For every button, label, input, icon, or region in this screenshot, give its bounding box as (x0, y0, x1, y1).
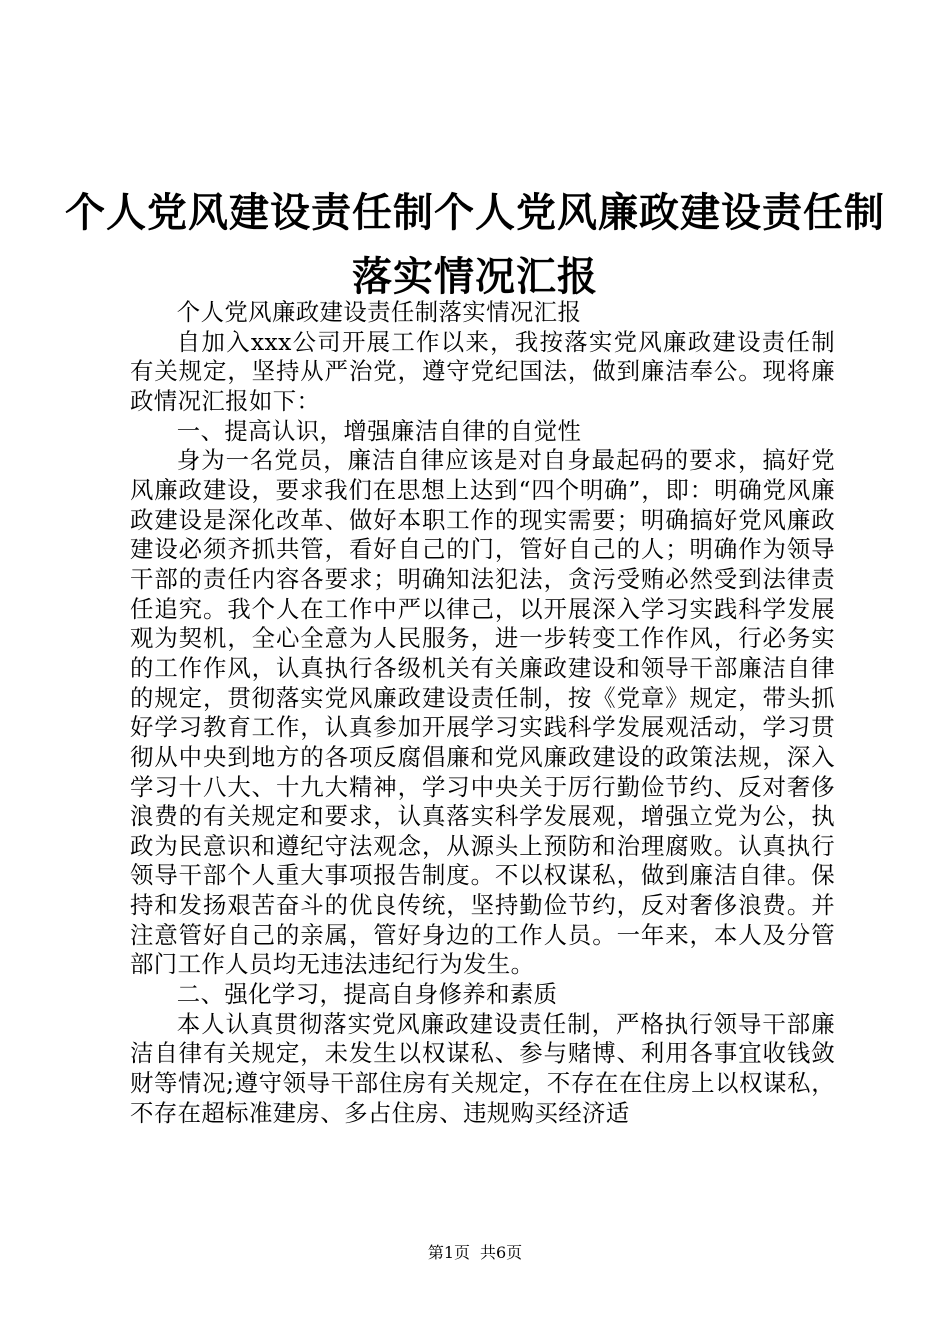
paragraph-subtitle: 个人党风廉政建设责任制落实情况汇报 (176, 298, 582, 326)
page-number: 第1页 (427, 1243, 470, 1262)
section-heading-2: 二、强化学习，提高自身修养和素质 (176, 980, 558, 1009)
page-total: 共6页 (480, 1243, 523, 1262)
section-heading-1: 一、提高认识，增强廉洁自律的自觉性 (176, 416, 582, 445)
document-title-line-1: 个人党风建设责任制个人党风廉政建设责任制 (65, 189, 885, 236)
document-title-line-2: 落实情况汇报 (352, 253, 598, 300)
page-footer (0, 1243, 950, 1263)
paragraph-intro: 自加入xxx公司开展工作以来，我按落实党风廉政建设责任制有关规定，坚持从严治党，遵守党纪国法，做到廉洁奉公。现将廉政情况汇报如下： (130, 327, 835, 415)
document-body (130, 298, 835, 1128)
paragraph-section-1: 身为一名党员，廉洁自律应该是对自身最起码的要求，搞好党风廉政建设，要求我们在思想上达到“四个明确”，即：明确党风廉政建设是深化改革、做好本职工作的现实需要；明确搞好党风廉政建设必须齐抓共管，看好自己的门，管好自己的人；明确作为领导干部的责任内容各要求；明确知法犯法，贪污受贿必然受到法律责任追究。我个人在工作中严以律己，以开展深入学习实践科学发展观为契机，全心全意为人民服务，进一步转变工作作风，行必务实的工作作风，认真执行各级机关有关廉政建设和领导干部廉洁自律的规定，贯彻落实党风廉政建设责任制，按《党章》规定，带头抓好学习教育工作，认真参加开展学习实践科学发展观活动，学习贯彻从中央到地方的各项反腐倡廉和党风廉政建设的政策法规，深入学习十八大、十九大精神，学习中央关于厉行勤俭节约、反对奢侈浪费的有关规定和要求，认真落实科学发展观，增强立党为公，执政为民意识和遵纪守法观念，从源头上预防和治理腐败。认真执行领导干部个人重大事项报告制度。不以权谋私，做到廉洁自律。保持和发扬艰苦奋斗的优良传统，坚持勤俭节约，反对奢侈浪费。并注意管好自己的亲属，管好身边的工作人员。一年来，本人及分管部门工作人员均无违法违纪行为发生。 (130, 446, 835, 979)
paragraph-section-2: 本人认真贯彻落实党风廉政建设责任制，严格执行领导干部廉洁自律有关规定，未发生以权谋私、参与赌博、利用各事宜收钱敛财等情况;遵守领导干部住房有关规定，不存在在住房上以权谋私，不存在超标准建房、多占住房、违规购买经济适 (130, 1009, 835, 1127)
